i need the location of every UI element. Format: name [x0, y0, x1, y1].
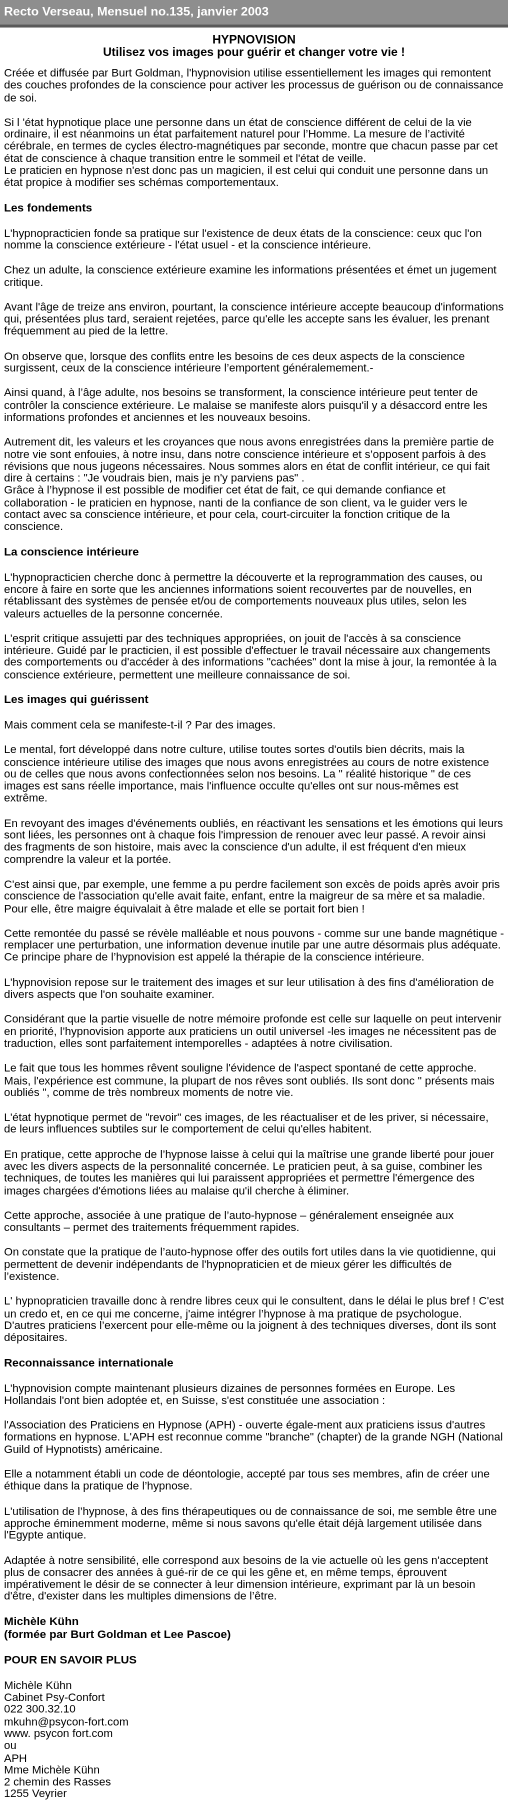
- contact-line: ou: [4, 1740, 17, 1753]
- intro-paragraph: Si l 'état hypnotique place une personne dans un état de conscience différent de celui de la vie ordinaire, il est néanmoins un état parfaitement naturel pour l’Homme. La mesure de l’activité cérébrale, en termes de cycles électro-magnétiques par seconde, montre que chacun passe par cet état de conscience à chaque transition entre le sommeil et l'état de veille.: [4, 116, 498, 165]
- paragraph: Cette approche, associée à une pratique de l’auto-hypnose – généralement enseignée aux consultants – permet des traitements fréquemment rapides.: [4, 1210, 454, 1235]
- paragraph: On constate que la pratique de l’auto-hypnose offer des outils fort utiles dans la vie quotidienne, qui permettent de devenir indépendants de l'hypnopraticien et de mieux gérer les difficultés de l’existence.: [4, 1247, 496, 1284]
- contact-phone: 022 300.32.10: [4, 1704, 76, 1716]
- paragraph: L'hypnovision repose sur le traitement des images et sur leur utilisation à des fins d'amélioration de divers aspects que l'on souhaite examiner.: [4, 976, 494, 1001]
- intro-block: [4, 68, 504, 190]
- contact-address: 2 chemin des Rasses: [4, 1776, 111, 1789]
- contact-line: Mme Michèle Kühn: [4, 1764, 100, 1777]
- publication-title: Recto Verseau, Mensuel no.135, janvier 2003: [4, 4, 269, 19]
- section-heading: Reconnaissance internationale: [4, 1357, 174, 1370]
- contact-line: Michèle Kühn: [4, 1679, 72, 1692]
- paragraph: L'état hypnotique permet de "revoir" ces images, de les réactualiser et de les priver, si nécessaire, de leurs influences subtiles sur le comportement de celui qu'elles habitent.: [4, 1112, 489, 1136]
- section-images: [4, 694, 504, 1344]
- paragraph: L'hypnopracticien cherche donc à permettre la découverte et la reprogrammation des causes, ou encore à faire en sorte que les anciennes informations soient recouvertes par de nouvelles, en rétablissant des systèmes de pensée et/ou de comportements nouveaux plus utiles, selon les valeurs actuelles de la personne concernée.: [4, 571, 483, 620]
- paragraph: Le mental, fort développé dans notre culture, utilise toutes sortes d'outils bien décrits, mais la conscience intérieure utilise des images que nous avons enregistrées au cours de notre existence ou de celles que nous avons confectionnées selon nos besoins. La " réalité historique " de ces images est sans réelle importance, mais l'influence occulte qu'elles ont sur nous-mêmes est extrême.: [4, 744, 490, 805]
- paragraph: Avant l'âge de treize ans environ, pourtant, la conscience intérieure accepte beaucoup d'informations qui, présentées plus tard, seraient rejetées, parce qu'elle les accepte sans les évaluer, les prenant fréquemment au pied de la lettre.: [4, 301, 504, 338]
- contact-line: APH: [4, 1752, 28, 1765]
- paragraph: On observe que, lorsque des conflits entre les besoins de ces deux aspects de la conscience surgissent, ceux de la conscience intérieure l’emportent généralemement.-: [4, 350, 465, 375]
- paragraph: Le fait que tous les hommes rêvent souligne l'évidence de l'aspect spontané de cette approche. Mais, l'expérience est commune, la plupart de nos rêves sont oubliés. Ils sont donc " présents mais oubliés ", comme de très nombreux moments de notre vie.: [4, 1062, 495, 1099]
- paragraph: Grâce à l’hypnose il est possible de modifier cet état de fait, ce qui demande confiance et collaboration - le praticien en hypnose, nanti de la confiance de son client, va le guider vers le contact avec sa conscience intérieure, et pour cela, court-circuiter la fonction critique de la conscience.: [4, 485, 468, 534]
- section-conscience-interieure: [4, 546, 504, 681]
- contact-lines: [4, 1680, 504, 1801]
- section-heading: Les fondements: [4, 202, 93, 215]
- paragraph: L' hypnopraticien travaille donc à rendre libres ceux qui le consultent, dans le délai le plus bref ! C'est un credo et, en ce qui me concerne, j'aime intégrer l’hypnose à ma pratique de psychologue. D'autres praticiens l’exercent pour elle-même ou la joignent à des techniques diverses, dont ils sont dépositaires.: [4, 1296, 504, 1345]
- article-subtitle: Utilisez vos images pour guérir et changer votre vie !: [102, 45, 406, 59]
- page-header: [0, 0, 508, 28]
- section-heading: Les images qui guérissent: [4, 694, 149, 706]
- article-title: HYPNOVISION: [212, 32, 296, 47]
- author-block: [4, 1616, 504, 1642]
- intro-paragraph: Créée et diffusée par Burt Goldman, l'hypnovision utilise essentiellement les images qui remontent des couches profondes de la conscience pour activer les processus de guérison ou de connaissance de soi.: [4, 67, 504, 104]
- paragraph: Cette remontée du passé se révèle malléable et nous pouvons - comme sur une bande magnétique - remplacer une perturbation, une information devenue inutile par une autre désormais plus adéquate. Ce principe phare de l’hypnovision est appelé la thérapie de la conscience intérieure.: [4, 927, 505, 964]
- paragraph: Considérant que la partie visuelle de notre mémoire profonde est celle sur laquelle on peut intervenir en priorité, l’hypnovision apporte aux praticiens un outil universel -les images ne nécessitent pas de traduction, elles sont parfaitement intemporelles - adaptées à notre civilisation.: [4, 1013, 502, 1050]
- author-note: (formée par Burt Goldman et Lee Pascoe): [4, 1628, 231, 1641]
- paragraph: En pratique, cette approche de l’hypnose laisse à celui qui la maîtrise une grande liberté pour jouer avec les divers aspects de la personnalité concernée. Le praticien peut, à sa guise, combiner les techniques, de toutes les manières qui lui paraissent appropriées et permettre l'émergence des images chargées d'émotions liées au malaise qu'il cherche à éliminer.: [4, 1148, 495, 1198]
- contact-line: Cabinet Psy-Confort: [4, 1691, 105, 1704]
- contact-block: [4, 1654, 504, 1800]
- paragraph: C'est ainsi que, par exemple, une femme a pu perdre facilement son excès de poids après avoir pris conscience de l'association qu'elle avait faite, enfant, entre la maigreur de sa mère et sa maladie. Pour elle, être maigre équivalait à être malade et elle se portait fort bien !: [4, 878, 500, 915]
- article-title-block: [4, 33, 504, 59]
- intro-paragraph: Le praticien en hypnose n'est donc pas un magicien, il est celui qui conduit une personne dans un état propice à modifier ses schémas comportementaux.: [4, 165, 489, 190]
- paragraph: Adaptée à notre sensibilité, elle correspond aux besoins de la vie actuelle où les gens n'acceptent plus de consacrer des années à gué-rir de ce qui les gêne et, en même temps, éprouvent impérativement le désir de se connecter à leur dimension intérieure, exprimant par là un besoin d'être, d'exister dans les multiples dimensions de l’être.: [4, 1554, 489, 1603]
- paragraph: Autrement dit, les valeurs et les croyances que nous avons enregistrées dans la première partie de notre vie sont enfouies, à notre insu, dans notre conscience intérieure et s’opposent parfois à des révisions que nous jugeons nécessaires. Nous sommes alors en état de conflit intérieur, ce qui fait dire à certains : "Je voudrais bien, mais je n'y parviens pas" .: [4, 436, 495, 485]
- paragraph: En revoyant des images d'événements oubliés, en réactivant les sensations et les émotions qui leurs sont liées, les personnes ont à chaque fois l'impression de renouer avec leur passé. A revoir ainsi des fragments de son histoire, mais avec la conscience d'un adulte, il est fréquent d'en mieux comprendre la valeur et la portée.: [4, 817, 504, 866]
- paragraph: Mais comment cela se manifeste-t-il ? Par des images.: [4, 719, 276, 732]
- paragraph: Chez un adulte, la conscience extérieure examine les informations présentées et émet un jugement critique.: [4, 264, 497, 289]
- contact-email: mkuhn@psycon-fort.com: [4, 1716, 129, 1728]
- paragraph: L'hypnopracticien fonde sa pratique sur l'existence de deux états de la conscience: ceux quc l'on nomme la conscience extérieure - l'état usuel - et la conscience intérieure.: [4, 227, 482, 252]
- section-reconnaissance: [4, 1357, 504, 1603]
- section-fondements: [4, 202, 504, 533]
- section-heading: La conscience intérieure: [4, 546, 139, 559]
- author-name: Michèle Kühn: [4, 1615, 79, 1628]
- paragraph: L'utilisation de l’hypnose, à des fins thérapeutiques ou de connaissance de soi, me semble être une approche éminemment moderne, même si nous savons qu'elle était déjà largement utilisée dans l'Egypte antique.: [4, 1505, 497, 1542]
- paragraph: l'Association des Praticiens en Hypnose (APH) - ouverte égale-ment aux praticiens issus d'autres formations en hypnose. L'APH est reconnue comme "branche" (chapter) de la grande NGH (National Guild of Hypnotists) américaine.: [4, 1419, 503, 1456]
- article: [0, 28, 508, 1807]
- contact-address: 1255 Veyrier: [4, 1788, 67, 1801]
- paragraph: L'hypnovision compte maintenant plusieurs dizaines de personnes formées en Europe. Les Hollandais l'ont bien adoptée et, en Suisse, s'est constituée une association :: [4, 1382, 456, 1407]
- paragraph: Ainsi quand, à l’âge adulte, nos besoins se transforment, la conscience intérieure peut tenter de contrôler la conscience extérieure. Le malaise se manifeste alors puisqu'il y a désaccord entre les informations profondes et anciennes et les nouveaux besoins.: [4, 387, 488, 424]
- contact-website: www. psycon fort.com: [4, 1728, 113, 1741]
- paragraph: L'esprit critique assujetti par des techniques appropriées, on jouit de l'accès à sa conscience intérieure. Guidé par le practicien, il est possible d'effectuer le travail nécessaire aux changements des comportements ou d'accéder à des informations "cachées" dont la mise à jour, la remontée à la conscience extérieure, permettent une meilleure connaissance de soi.: [4, 632, 497, 682]
- more-info-heading: POUR EN SAVOIR PLUS: [4, 1654, 137, 1667]
- paragraph: Elle a notamment établi un code de déontologie, accepté par tous ses membres, afin de créer une éthique dans la pratique de l’hypnose.: [4, 1468, 490, 1493]
